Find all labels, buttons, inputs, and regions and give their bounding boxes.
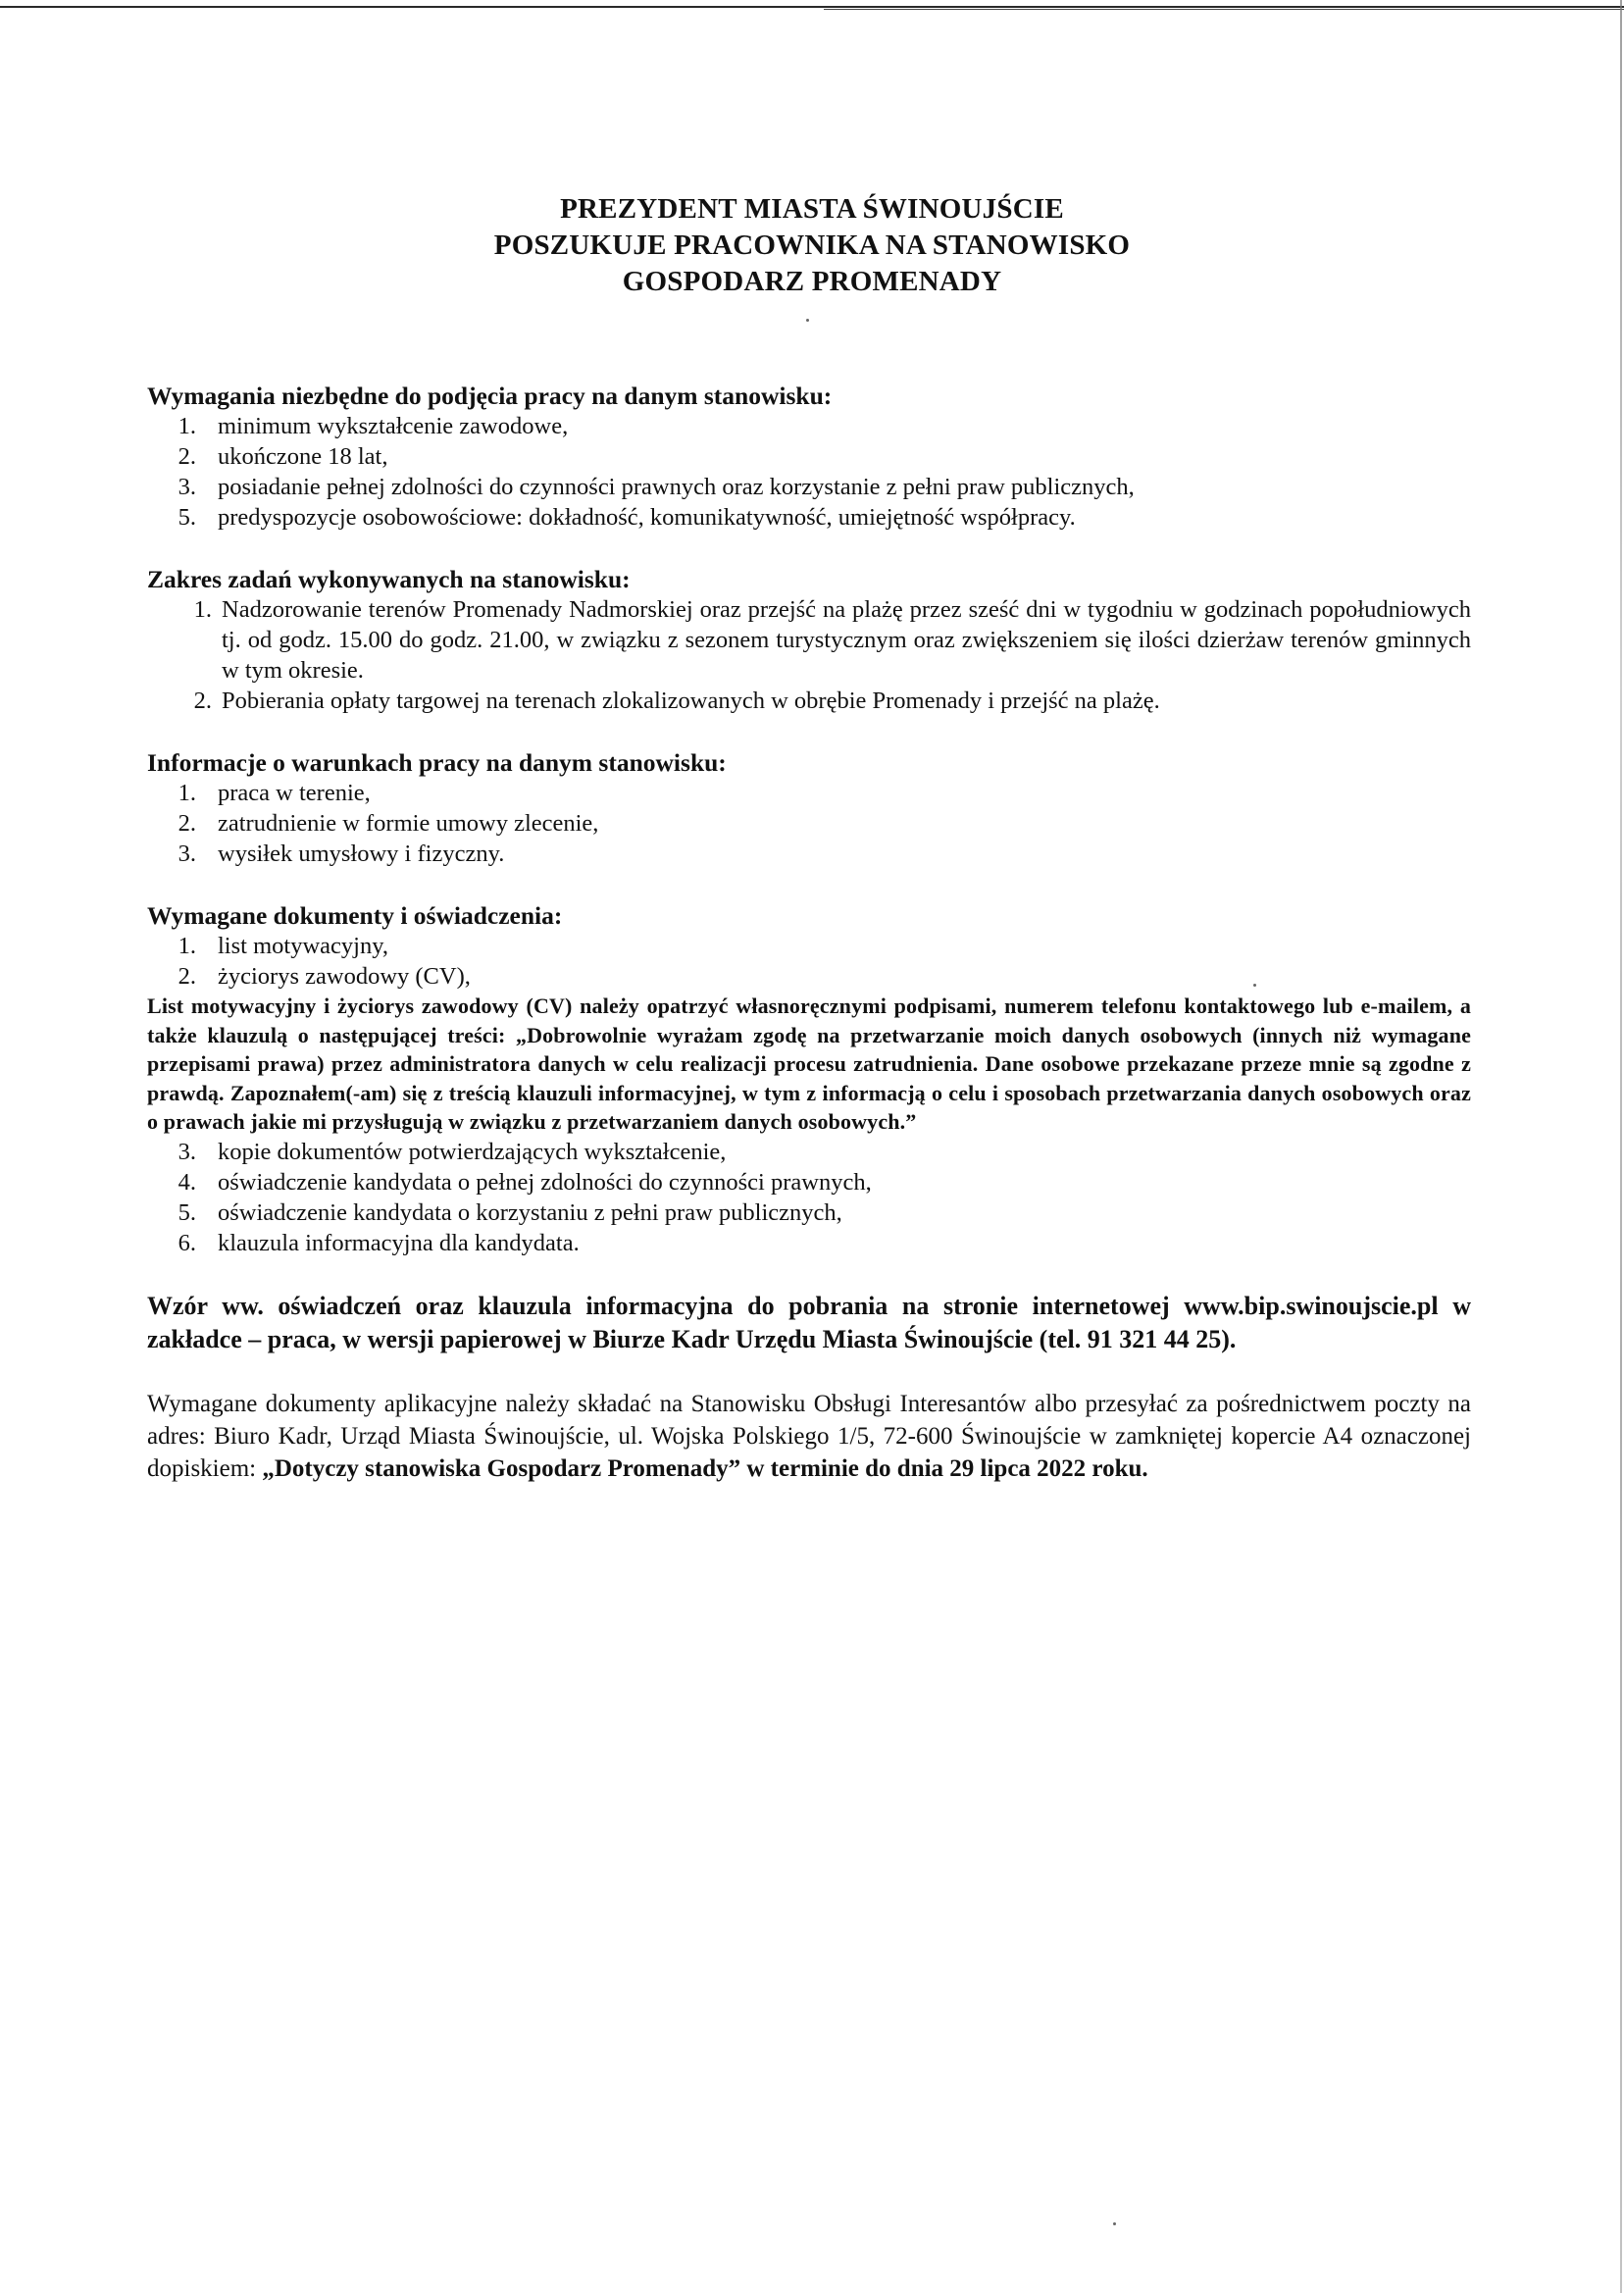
item-number: 4.	[178, 1168, 196, 1196]
title-line-2: POSZUKUJE PRACOWNIKA NA STANOWISKO	[493, 229, 1131, 261]
submission-text: Wymagane dokumenty aplikacyjne należy składać na Stanowisku Obsługi Interesantów albo przesyłać za pośrednictwem poczty na adres: Biuro Kadr, Urząd Miasta Świnoujście, ul. Wojska Polskiego 1/5, 72-600 Świnoujście w zamkniętej kopercie A4 oznaczonej dopiskiem:	[147, 1390, 1471, 1482]
duties-section	[147, 564, 1471, 716]
list-item	[147, 839, 1471, 869]
item-number: 2.	[193, 688, 212, 714]
item-text: list motywacyjny,	[218, 933, 388, 959]
list-item	[147, 472, 1471, 502]
list-item	[147, 441, 1471, 472]
item-number: 2.	[178, 963, 196, 990]
list-item	[147, 961, 1471, 992]
item-text: oświadczenie kandydata o korzystaniu z pełni praw publicznych,	[218, 1198, 842, 1226]
list-item	[147, 594, 1471, 686]
item-number: 2.	[178, 810, 196, 837]
submission-paragraph	[147, 1388, 1471, 1485]
list-item	[147, 1137, 1471, 1167]
item-text: życiorys zawodowy (CV),	[218, 963, 471, 990]
conditions-list	[147, 778, 1471, 869]
item-text: predyspozycje osobowościowe: dokładność, komunikatywność, umiejętność współpracy.	[218, 504, 1076, 531]
item-text: Nadzorowanie terenów Promenady Nadmorskiej oraz przejść na plażę przez sześć dni w tygodniu w godzinach popołudniowych tj. od godz. 15.00 do godz. 21.00, w związku z sezonem turystycznym oraz zwiększeniem się ilości dzierżaw terenów gminnych w tym okresie.	[222, 596, 1471, 684]
item-text: minimum wykształcenie zawodowe,	[218, 413, 569, 439]
conditions-section	[147, 747, 1471, 869]
scan-artifact-edge	[1620, 0, 1622, 2293]
conditions-heading: Informacje o warunkach pracy na danym stanowisku:	[147, 748, 727, 777]
requirements-heading: Wymagania niezbędne do podjęcia pracy na danym stanowisku:	[147, 382, 833, 410]
item-text: posiadanie pełnej zdolności do czynności prawnych oraz korzystanie z pełni praw publicznych,	[218, 474, 1135, 500]
document-title	[0, 191, 1624, 300]
list-item	[147, 778, 1471, 808]
item-number: 1.	[178, 933, 196, 959]
item-text: ukończone 18 lat,	[218, 443, 388, 470]
item-text: klauzula informacyjna dla kandydata.	[218, 1229, 580, 1256]
consent-clause: List motywacyjny i życiorys zawodowy (CV) należy opatrzyć własnoręcznymi podpisami, numerem telefonu kontaktowego lub e-mailem, a także klauzulą o następującej treści: „Dobrowolnie wyrażam zgodę na przetwarzanie moich danych osobowych (innych niż wymagane przepisami prawa) przez administratora danych w celu realizacji procesu zatrudnienia. Dane osobowe przekazane przeze mnie są zgodne z prawdą. Zapoznałem(-am) się z treścią klauzuli informacyjnej, w tym z informacją o celu i sposobach przetwarzania danych osobowych oraz o prawach jakie mi przysługują w związku z przetwarzaniem danych osobowych.”	[147, 994, 1471, 1134]
list-item	[147, 1167, 1471, 1197]
item-text: kopie dokumentów potwierdzających wykształcenie,	[218, 1138, 727, 1165]
item-text: praca w terenie,	[218, 780, 371, 806]
list-item	[147, 411, 1471, 441]
requirements-section	[147, 381, 1471, 533]
item-number: 5.	[178, 1198, 196, 1226]
list-item	[147, 1228, 1471, 1258]
submission-deadline-text: „Dotyczy stanowiska Gospodarz Promenady” w terminie do dnia 29 lipca 2022 roku.	[262, 1454, 1148, 1482]
scan-artifact-line	[0, 6, 1624, 8]
list-item	[147, 808, 1471, 839]
duties-heading: Zakres zadań wykonywanych na stanowisku:	[147, 565, 631, 593]
item-text: oświadczenie kandydata o pełnej zdolności do czynności prawnych,	[218, 1168, 872, 1196]
item-number: 2.	[178, 443, 196, 470]
list-item	[147, 502, 1471, 533]
requirements-list	[147, 411, 1471, 533]
item-number: 1.	[178, 780, 196, 806]
item-number: 3.	[178, 841, 196, 867]
list-item	[147, 686, 1471, 716]
item-number: 1.	[193, 596, 212, 623]
scan-speck	[806, 319, 809, 322]
title-line-1: PREZYDENT MIASTA ŚWINOUJŚCIE	[560, 193, 1064, 225]
download-info-paragraph: Wzór ww. oświadczeń oraz klauzula informacyjna do pobrania na stronie internetowej www.bip.swinoujscie.pl w zakładce – praca, w wersji papierowej w Biurze Kadr Urzędu Miasta Świnoujście (tel. 91 321 44 25).	[147, 1291, 1471, 1353]
scan-speck	[1113, 2222, 1116, 2225]
duties-list	[147, 594, 1471, 716]
documents-section	[147, 900, 1471, 1258]
document-body	[147, 381, 1471, 1485]
item-text: Pobierania opłaty targowej na terenach zlokalizowanych w obrębie Promenady i przejść na plażę.	[222, 688, 1160, 714]
list-item	[147, 1197, 1471, 1228]
documents-list-a	[147, 931, 1471, 992]
item-number: 1.	[178, 413, 196, 439]
item-number: 3.	[178, 474, 196, 500]
documents-list-b	[147, 1137, 1471, 1258]
list-item	[147, 931, 1471, 961]
item-text: wysiłek umysłowy i fizyczny.	[218, 841, 505, 867]
scan-artifact-line	[824, 9, 1624, 10]
item-number: 5.	[178, 504, 196, 531]
item-text: zatrudnienie w formie umowy zlecenie,	[218, 810, 599, 837]
scan-speck	[1253, 984, 1256, 987]
item-number: 6.	[178, 1229, 196, 1256]
title-line-3: GOSPODARZ PROMENADY	[622, 266, 1002, 297]
documents-heading: Wymagane dokumenty i oświadczenia:	[147, 901, 563, 930]
item-number: 3.	[178, 1138, 196, 1165]
